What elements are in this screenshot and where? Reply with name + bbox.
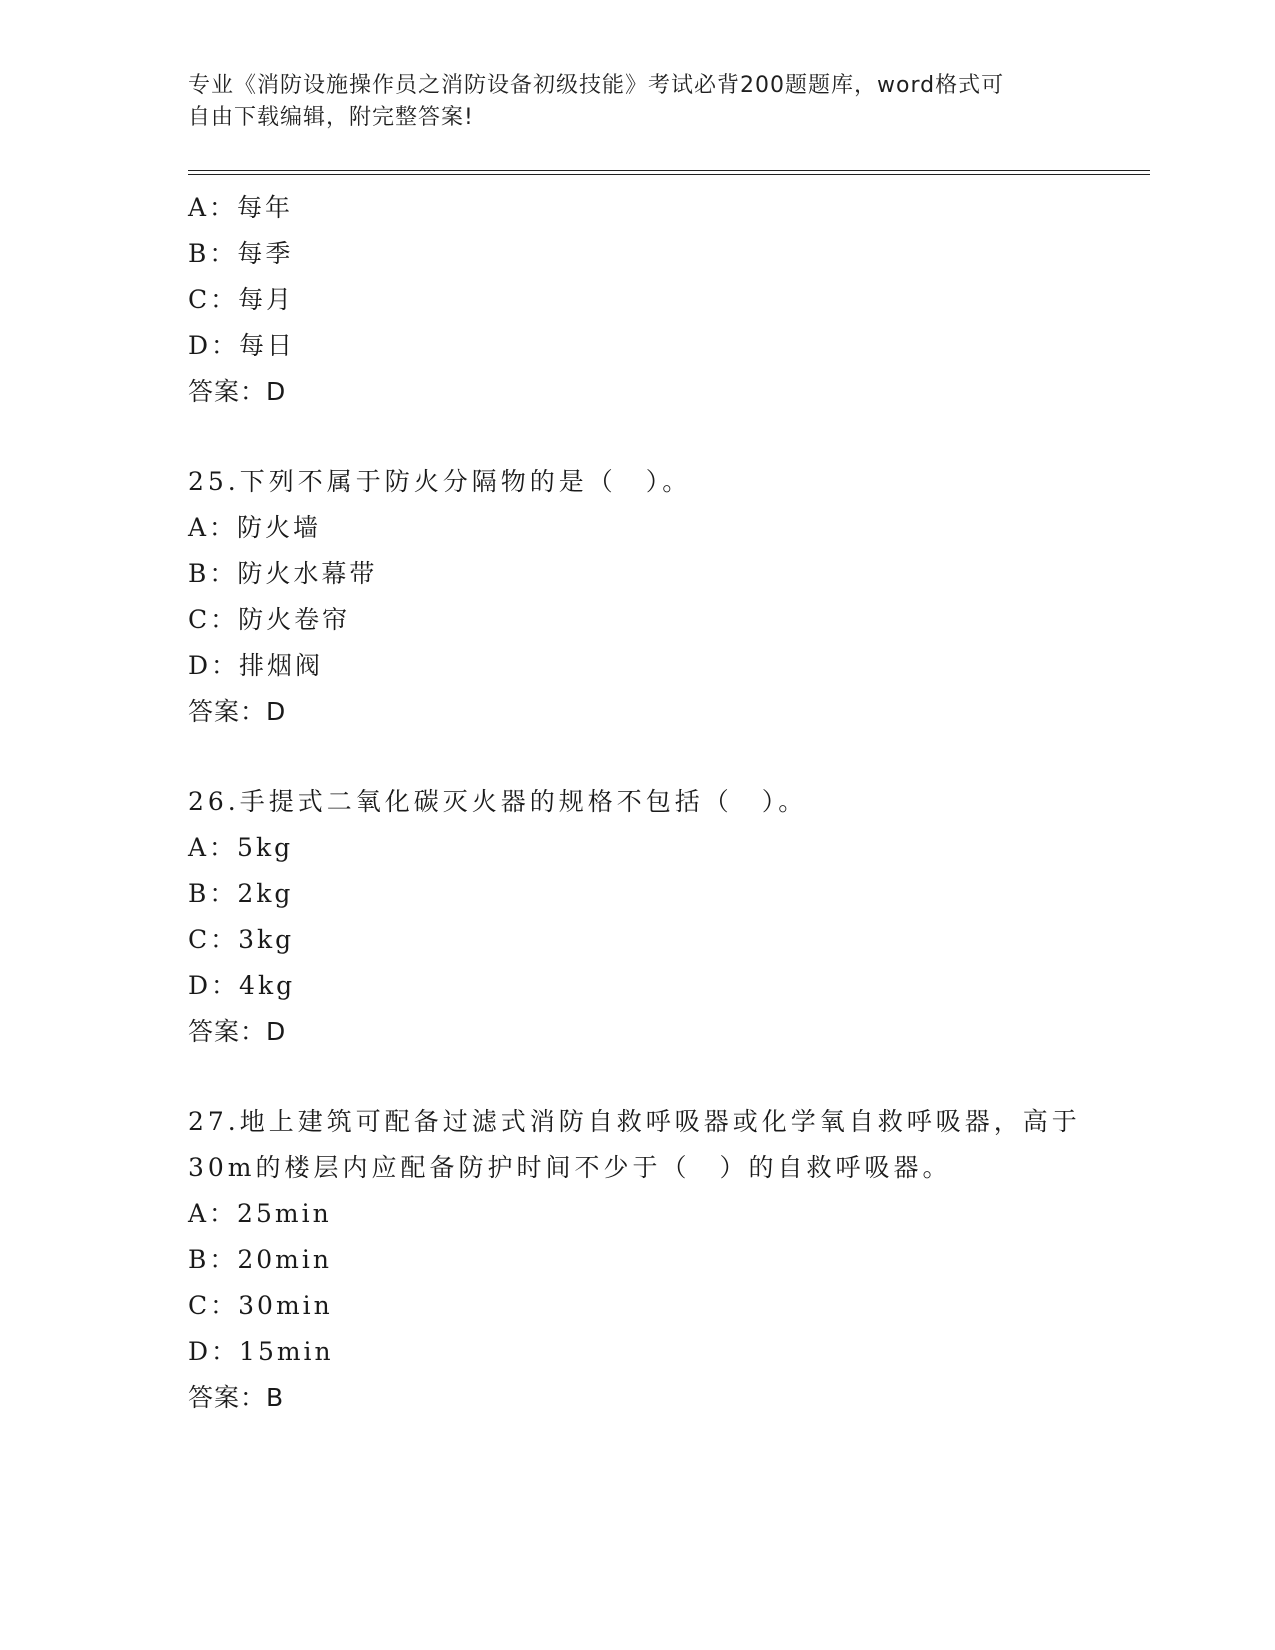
option-d: D：15min	[188, 1337, 334, 1366]
question-text: 27.地上建筑可配备过滤式消防自救呼吸器或化学氧自救呼吸器，高于30m的楼层内应配备防护时间不少于（ ）的自救呼吸器。	[188, 1107, 1081, 1182]
header-title-line2: 自由下载编辑，附完整答案!	[188, 105, 474, 130]
option-d: D：排烟阀	[188, 651, 324, 680]
question-25	[188, 459, 1150, 735]
option-b: B：防火水幕带	[188, 559, 378, 588]
option-a: A：5kg	[188, 833, 294, 862]
question-text: 26.手提式二氧化碳灭火器的规格不包括（ ）。	[188, 787, 808, 816]
option-c: C：3kg	[188, 925, 295, 954]
option-a: A：25min	[188, 1199, 332, 1228]
option-a: A：每年	[188, 193, 294, 222]
question-26	[188, 779, 1150, 1055]
option-c: C：每月	[188, 285, 295, 314]
question-24-continued	[188, 185, 1150, 415]
option-b: B：2kg	[188, 879, 294, 908]
header-title-line1: 专业《消防设施操作员之消防设备初级技能》考试必背200题题库，word格式可	[188, 73, 1005, 98]
question-text: 25.下列不属于防火分隔物的是（ ）。	[188, 467, 692, 496]
answer: 答案：D	[188, 697, 287, 726]
option-d: D：4kg	[188, 971, 296, 1000]
answer: 答案：B	[188, 1383, 285, 1412]
option-b: B：每季	[188, 239, 294, 268]
header-divider	[188, 170, 1150, 175]
option-c: C：30min	[188, 1291, 333, 1320]
answer: 答案：D	[188, 1017, 287, 1046]
option-a: A：防火墙	[188, 513, 322, 542]
question-27	[188, 1099, 1150, 1421]
document-header	[188, 70, 1068, 134]
option-d: D：每日	[188, 331, 296, 360]
answer: 答案：D	[188, 377, 287, 406]
option-b: B：20min	[188, 1245, 332, 1274]
option-c: C：防火卷帘	[188, 605, 351, 634]
document-page	[188, 70, 1150, 1421]
